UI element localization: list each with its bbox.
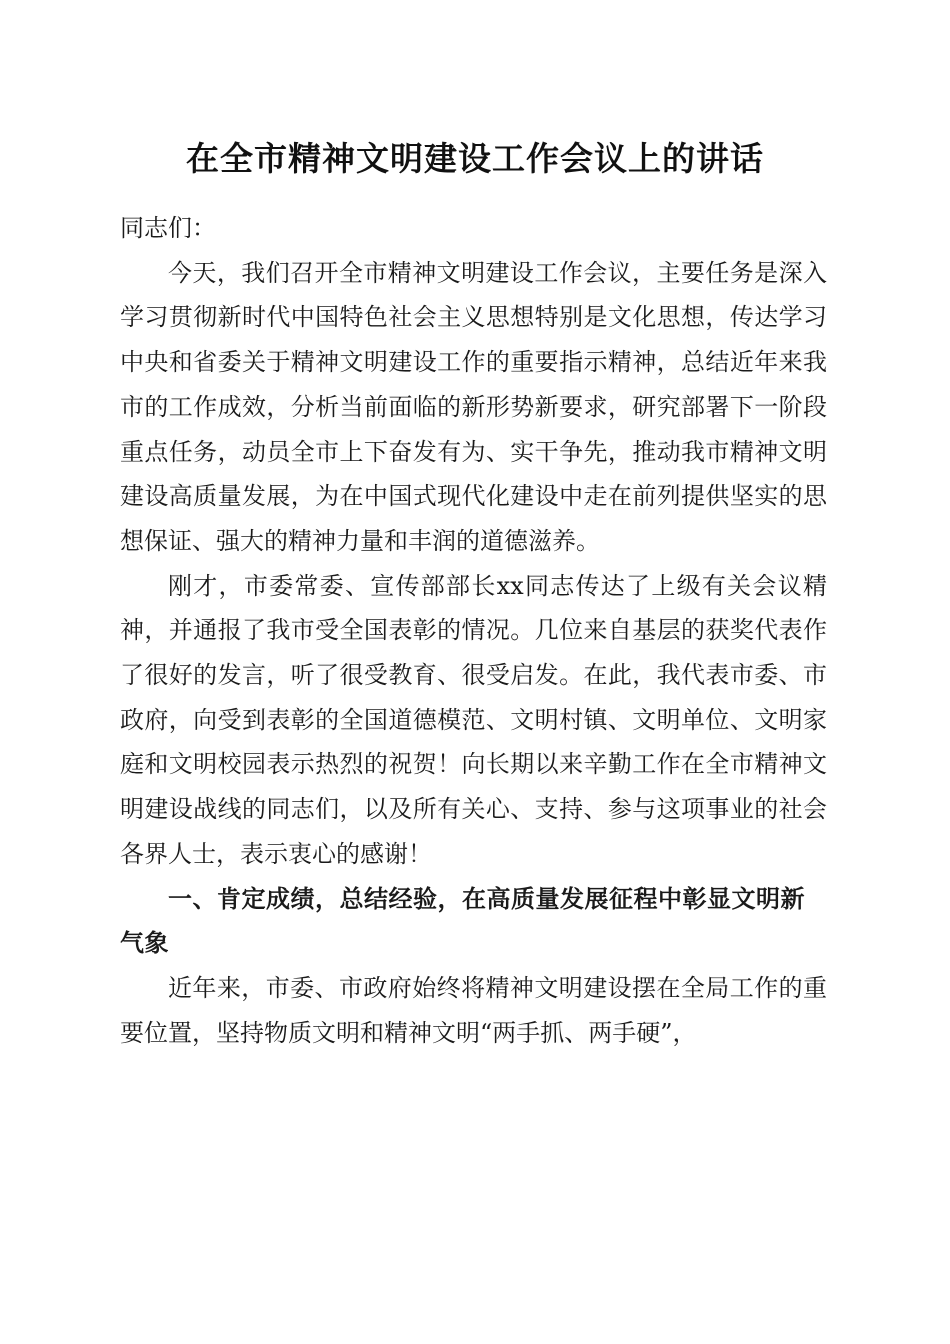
paragraph-acknowledgement: 刚才，市委常委、宣传部部长xx同志传达了上级有关会议精神，并通报了我市受全国表彰的情况。几位来自基层的获奖代表作了很好的发言，听了很受教育、很受启发。在此，我代表市委、市政府，向受到表彰的全国道德模范、文明村镇、文明单位、文明家庭和文明校园表示热烈的祝贺！向长期以来辛勤工作在全市精神文明建设战线的同志们，以及所有关心、支持、参与这项事业的社会各界人士，表示衷心的感谢！ bbox=[120, 571, 827, 868]
section-heading-1: 一、肯定成绩，总结经验，在高质量发展征程中彰显文明新气象 bbox=[120, 884, 805, 958]
document-body bbox=[120, 206, 827, 1055]
paragraph-opening: 今天，我们召开全市精神文明建设工作会议，主要任务是深入学习贯彻新时代中国特色社会主义思想特别是文化思想，传达学习中央和省委关于精神文明建设工作的重要指示精神，总结近年来我市的工作成效，分析当前面临的新形势新要求，研究部署下一阶段重点任务，动员全市上下奋发有为、实干争先，推动我市精神文明建设高质量发展，为在中国式现代化建设中走在前列提供坚实的思想保证、强大的精神力量和丰润的道德滋养。 bbox=[120, 258, 827, 555]
document-title: 在全市精神文明建设工作会议上的讲话 bbox=[186, 139, 764, 178]
salutation: 同志们： bbox=[120, 214, 216, 242]
paragraph-section-1: 近年来，市委、市政府始终将精神文明建设摆在全局工作的重要位置，坚持物质文明和精神文明“两手抓、两手硬”， bbox=[120, 973, 827, 1047]
